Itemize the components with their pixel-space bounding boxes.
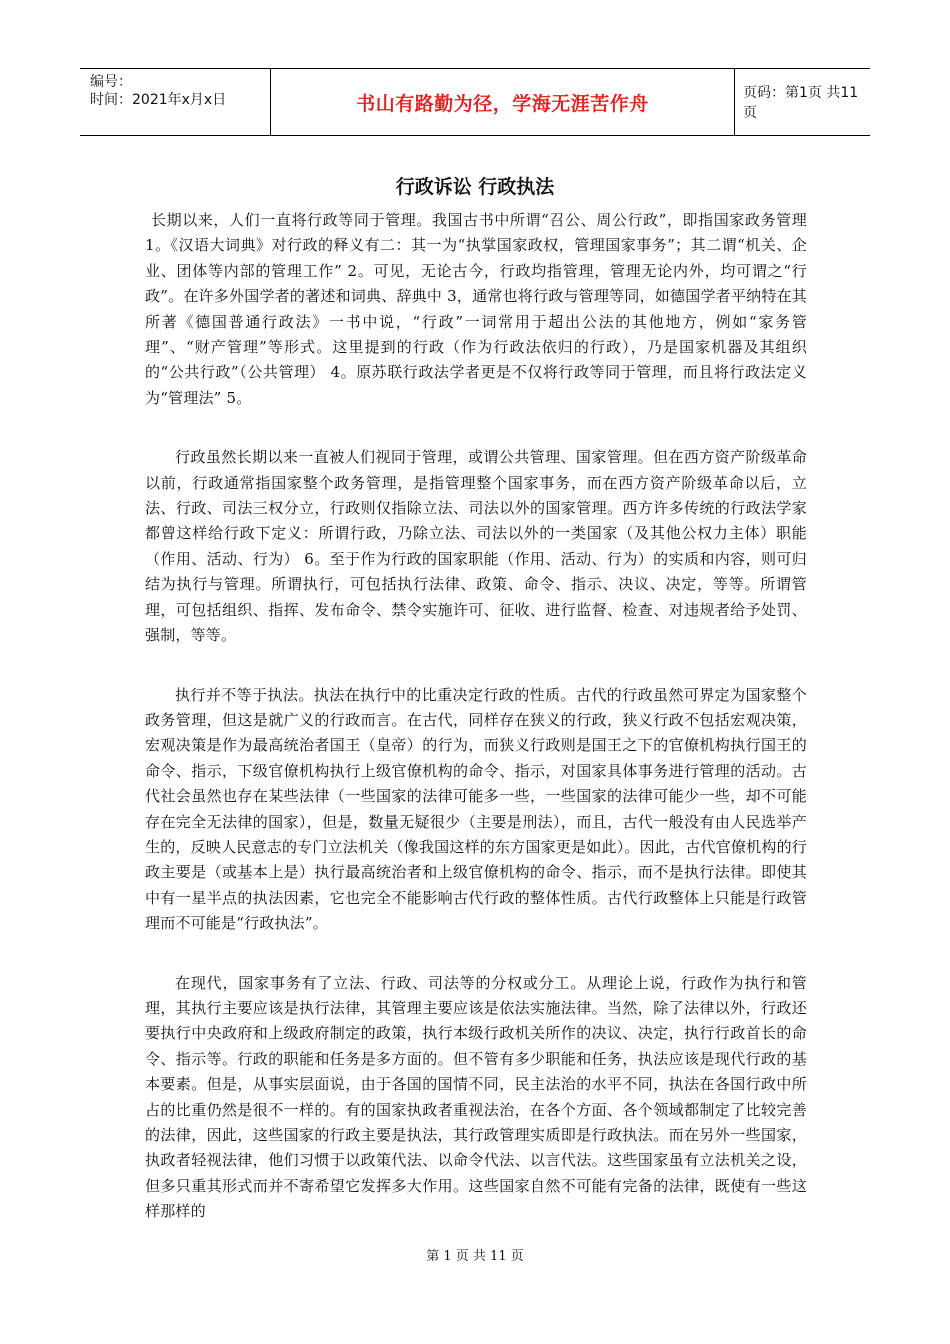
time-label: 时间：2021年x月x日 (90, 92, 227, 108)
motto-text: 书山有路勤为径，学海无涯苦作舟 (356, 92, 649, 115)
page-footer: 第 1 页 共 11 页 (426, 1249, 524, 1264)
header-page-info (735, 69, 870, 135)
document-title: 行政诉讼 行政执法 (395, 176, 555, 198)
paragraph-2: 行政虽然长期以来一直被人们视同于管理，或谓公共管理、国家管理。但在西方资产阶级革命以前，行政通常指国家整个政务管理，是指管理整个国家事务，而在西方资产阶级革命以后，立法、行政、司法三权分立，行政则仅指除立法、司法以外的国家管理。西方许多传统的行政法学家都曾这样给行政下定义：所谓行政，乃除立法、司法以外的一类国家（及其他公权力主体）职能（作用、活动、行为） 6。至于作为行政的国家职能（作用、活动、行为）的实质和内容，则可归结为执行与管理。所谓执行，可包括执行法律、政策、命令、指示、决议、决定，等等。所谓管理，可包括组织、指挥、发布命令、禁令实施许可、征收、进行监督、检查、对违规者给予处罚、强制，等等。 (145, 448, 807, 645)
document-body (145, 208, 807, 1259)
page-info-text: 页码：第1页 共11页 (743, 85, 859, 121)
header-motto-cell (270, 69, 735, 135)
number-label: 编号： (90, 74, 132, 90)
header-meta (80, 69, 270, 135)
paragraph-3: 执行并不等于执法。执法在执行中的比重决定行政的性质。古代的行政虽然可界定为国家整个政务管理，但这是就广义的行政而言。在古代，同样存在狭义的行政，狭义行政不包括宏观决策，宏观决策是作为最高统治者国王（皇帝）的行为，而狭义行政则是国王之下的官僚机构执行国王的命令、指示，下级官僚机构执行上级官僚机构的命令、指示，对国家具体事务进行管理的活动。古代社会虽然也存在某些法律（一些国家的法律可能多一些，一些国家的法律可能少一些，却不可能存在完全无法律的国家），但是，数量无疑很少（主要是刑法），而且，古代一般没有由人民选举产生的，反映人民意志的专门立法机关（像我国这样的东方国家更是如此）。因此，古代官僚机构的行政主要是（或基本上是）执行最高统治者和上级官僚机构的命令、指示，而不是执行法律。即使其中有一星半点的执法因素，它也完全不能影响古代行政的整体性质。古代行政整体上只能是行政管理而不可能是“行政执法”。 (145, 685, 807, 933)
paragraph-4: 在现代，国家事务有了立法、行政、司法等的分权或分工。从理论上说，行政作为执行和管理，其执行主要应该是执行法律，其管理主要应该是依法实施法律。当然，除了法律以外，行政还要执行中央政府和上级政府制定的政策，执行本级行政机关所作的决议、决定，执行行政首长的命令、指示等。行政的职能和任务是多方面的。但不管有多少职能和任务，执法应该是现代行政的基本要素。但是，从事实层面说，由于各国的国情不同，民主法治的水平不同，执法在各国行政中所占的比重仍然是很不一样的。有的国家执政者重视法治，在各个方面、各个领域都制定了比较完善的法律，因此，这些国家的行政主要是执法，其行政管理实质即是行政执法。而在另外一些国家，执政者轻视法律，他们习惯于以政策代法、以命令代法、以言代法。这些国家虽有立法机关之设，但多只重其形式而并不寄希望它发挥多大作用。这些国家自然不可能有完备的法律，既使有一些这样那样的 (145, 973, 807, 1221)
document-header (80, 68, 870, 136)
paragraph-1: 长期以来，人们一直将行政等同于管理。我国古书中所谓“召公、周公行政”，即指国家政务管理 1。《汉语大词典》对行政的释义有二：其一为“执掌国家政权，管理国家事务”；其二谓“机关、企业、团体等内部的管理工作” 2。可见，无论古今，行政均指管理，管理无论内外，均可谓之“行政”。在许多外国学者的著述和词典、辞典中 3，通常也将行政与管理等同，如德国学者平纳特在其所著《德国普通行政法》一书中说，“行政”一词常用于超出公法的其他地方，例如“家务管理”、“财产管理”等形式。这里提到的行政（作为行政法依归的行政），乃是国家机器及其组织的“公共行政”（公共管理） 4。原苏联行政法学者更是不仅将行政等同于管理，而且将行政法定义为“管理法” 5。 (145, 211, 807, 407)
